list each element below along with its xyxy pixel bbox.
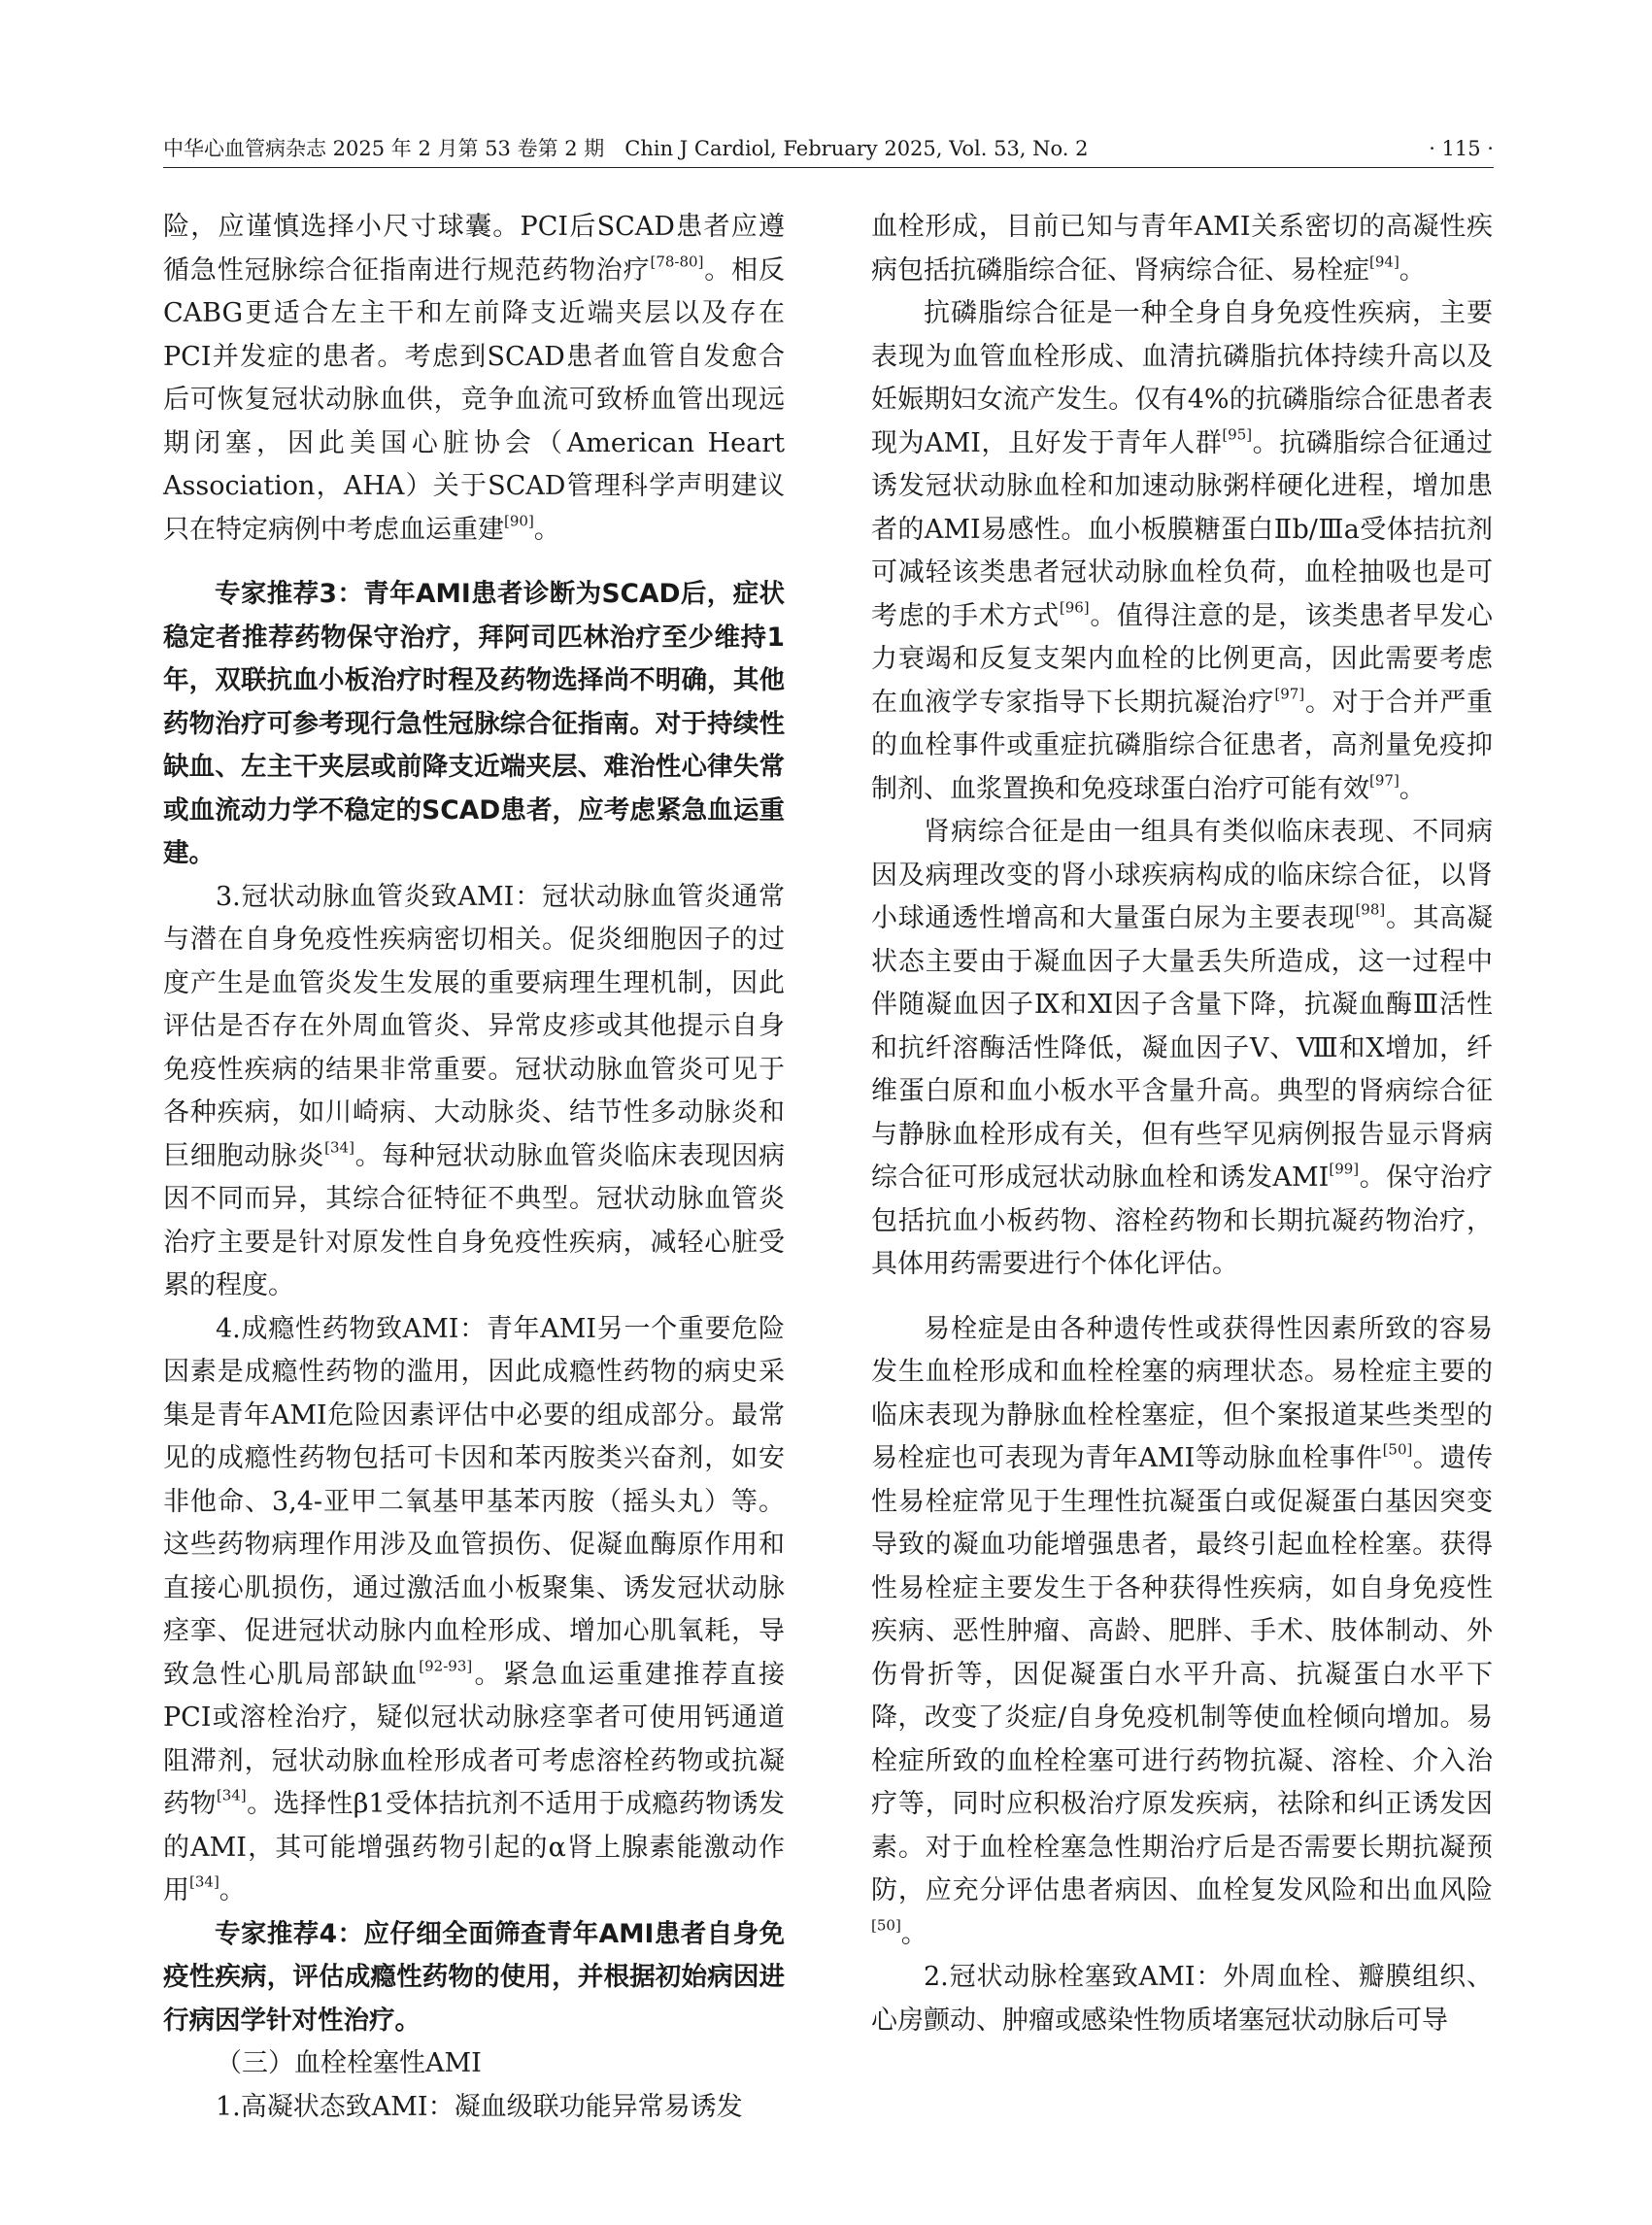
paragraph-text: 3.冠状动脉血管炎致AMI：冠状动脉血管炎通常与潜在自身免疫性疾病密切相关。促炎细胞因子的过度产生是血管炎发生发展的重要病理生理机制，因此评估是否存在外周血管炎、异常皮疹或其他提示自身免疫性疾病的结果非常重要。冠状动脉血管炎可见于各种疾病，如川崎病、大动脉炎、结节性多动脉炎和巨细胞动脉炎 <box>163 881 785 1171</box>
right-column <box>871 206 1493 2042</box>
paragraph-text: 。遗传性易栓症常见于生理性抗凝蛋白或促凝蛋白基因突变导致的凝血功能增强患者，最终引起血栓栓塞。获得性易栓症主要发生于各种获得性疾病，如自身免疫性疾病、恶性肿瘤、高龄、肥胖、手术、肢体制动、外伤骨折等，因促凝蛋白水平升高、抗凝蛋白水平下降，改变了炎症/自身免疫机制等使血栓倾向增加。易栓症所致的血栓栓塞可进行药物抗凝、溶栓、介入治疗等，同时应积极治疗原发疾病，祛除和纠正诱发因素。对于血栓栓塞急性期治疗后是否需要长期抗凝预防，应充分评估患者病因、血栓复发风险和出血风险 <box>871 1443 1494 1905</box>
paragraph-text: 。对于合并严重的血栓事件或重症抗磷脂综合征患者，高剂量免疫抑制剂、血浆置换和免疫球蛋白治疗可能有效 <box>871 687 1494 804</box>
citation: [34] <box>216 1786 247 1804</box>
citation: [50] <box>1382 1440 1413 1459</box>
citation: [97] <box>1274 684 1305 702</box>
section-heading-thromboembolic <box>163 2042 785 2086</box>
paragraph-text: 。紧急血运重建推荐直接PCI或溶栓治疗，疑似冠状动脉痉挛者可使用钙通道阻滞剂，冠状动脉血栓形成者可考虑溶栓药物或抗凝药物 <box>163 1659 786 1819</box>
paragraph-addictive-drugs <box>163 1308 785 1913</box>
paragraph-text: 易栓症是由各种遗传性或获得性因素所致的容易发生血栓形成和血栓栓塞的病理状态。易栓症主要的临床表现为静脉血栓栓塞症，但个案报道某些类型的易栓症也可表现为青年AMI等动脉血栓事件 <box>871 1313 1493 1473</box>
paragraph-text: 1.高凝状态致AMI：凝血级联功能异常易诱发 <box>216 2091 743 2122</box>
paragraph-coronary-vasculitis <box>163 876 785 1308</box>
paragraph-text: 专家推荐4：应仔细全面筛查青年AMI患者自身免疫性疾病，评估成瘾性药物的使用，并根据初始病因进行病因学针对性治疗。 <box>163 1918 785 2036</box>
paragraph-text: 抗磷脂综合征是一种全身自身免疫性疾病，主要表现为血管血栓形成、血清抗磷脂抗体持续升高以及妊娠期妇女流产发生。仅有4%的抗磷脂综合征患者表现为AMI，且好发于青年人群 <box>871 298 1493 458</box>
citation: [90] <box>504 511 534 529</box>
paragraph-text: 险，应谨慎选择小尺寸球囊。PCI后SCAD患者应遵循急性冠脉综合征指南进行规范药物治疗 <box>163 212 785 286</box>
paragraph-text: 。 <box>533 514 560 545</box>
paragraph-text: 肾病综合征是由一组具有类似临床表现、不同病因及病理改变的肾小球疾病构成的临床综合征，以肾小球通透性增高和大量蛋白尿为主要表现 <box>871 817 1493 933</box>
citation: [98] <box>1355 900 1386 919</box>
paragraph-hypercoagulable <box>163 2086 785 2130</box>
paragraph-text: 。 <box>900 1918 927 1949</box>
citation: [78-80] <box>650 252 704 270</box>
citation: [92-93] <box>419 1656 473 1674</box>
citation: [95] <box>1222 424 1253 443</box>
paragraph-text: 血栓形成，目前已知与青年AMI关系密切的高凝性疾病包括抗磷脂综合征、肾病综合征、易栓症 <box>871 212 1493 286</box>
paragraph-text: 。 <box>219 1875 246 1905</box>
paragraph-text: 。值得注意的是，该类患者早发心力衰竭和反复支架内血栓的比例更高，因此需要考虑在血液学专家指导下长期抗凝治疗 <box>871 600 1494 718</box>
citation: [34] <box>324 1137 354 1156</box>
citation: [96] <box>1059 597 1090 616</box>
paragraph-antiphospholipid <box>871 292 1493 811</box>
paragraph-text: 。选择性β1受体拮抗剂不适用于成瘾药物诱发的AMI，其可能增强药物引起的α肾上腺素能激动作用 <box>163 1789 785 1905</box>
citation: [99] <box>1329 1160 1360 1178</box>
left-column <box>163 206 785 2129</box>
citation: [50] <box>871 1915 901 1934</box>
paragraph-text: 。抗磷脂综合征通过诱发冠状动脉血栓和加速动脉粥样硬化进程，增加患者的AMI易感性。血小板膜糖蛋白Ⅱb/Ⅲa受体拮抗剂可减轻该类患者冠状动脉血栓负荷，血栓抽吸也是可考虑的手术方式 <box>871 427 1494 631</box>
citation: [97] <box>1369 770 1399 789</box>
page-number: · 115 · <box>1429 137 1494 160</box>
paragraph-text: 。相反CABG更适合左主干和左前降支近端夹层以及存在PCI并发症的患者。考虑到SCAD患者血管自发愈合后可恢复冠状动脉血供，竞争血流可致桥血管出现远期闭塞，因此美国心脏协会（American Heart Association，AHA）关于SCAD管理科学声明建议只在特定病例中考虑血运重建 <box>163 254 785 545</box>
citation: [34] <box>189 1872 219 1891</box>
paragraph-text: 。其高凝状态主要由于凝血因子大量丢失所造成，这一过程中伴随凝血因子Ⅸ和Ⅺ因子含量下降，抗凝血酶Ⅲ活性和抗纤溶酶活性降低，凝血因子Ⅴ、Ⅷ和Ⅹ增加，纤维蛋白原和血小板水平含量升高。典型的肾病综合征与静脉血栓形成有关，但有些罕见病例报告显示肾病综合征可形成冠状动脉血栓和诱发AMI <box>871 903 1494 1193</box>
paragraph-text: （三）血栓栓塞性AMI <box>216 2048 482 2078</box>
paragraph-coronary-embolism <box>871 1956 1493 2042</box>
expert-recommendation-4 <box>163 1913 785 2043</box>
paragraph-text: 专家推荐3：青年AMI患者诊断为SCAD后，症状稳定者推荐药物保守治疗，拜阿司匹林治疗至少维持1年，双联抗血小板治疗时程及药物选择尚不明确，其他药物治疗可参考现行急性冠脉综合征指南。对于持续性缺血、左主干夹层或前降支近端夹层、难治性心律失常或血流动力学不稳定的SCAD患者，应考虑紧急血运重建。 <box>163 579 785 868</box>
citation: [94] <box>1369 252 1399 270</box>
journal-citation: 中华心血管病杂志 2025 年 2 月第 53 卷第 2 期 Chin J Cardiol, February 2025, Vol. 53, No. 2 <box>163 137 1089 160</box>
running-header <box>163 134 1494 168</box>
paragraph-thrombosis-diseases <box>871 206 1493 292</box>
paragraph-text: 。每种冠状动脉血管炎临床表现因病因不同而异，其综合征特征不典型。冠状动脉血管炎治疗主要是针对原发性自身免疫性疾病，减轻心脏受累的程度。 <box>163 1140 786 1300</box>
paragraph-thrombophilia <box>871 1308 1493 1957</box>
expert-recommendation-3 <box>163 573 785 876</box>
paragraph-text: 2.冠状动脉栓塞致AMI：外周血栓、瓣膜组织、心房颤动、肿瘤或感染性物质堵塞冠状动脉后可导 <box>871 1962 1493 2036</box>
paragraph-nephrotic-syndrome <box>871 811 1493 1287</box>
paragraph-text: 。保守治疗包括抗血小板药物、溶栓药物和长期抗凝药物治疗，具体用药需要进行个体化评估。 <box>871 1163 1494 1279</box>
paragraph-scad-treatment <box>163 206 785 552</box>
paragraph-text: 。 <box>1399 773 1426 804</box>
paragraph-text: 4.成瘾性药物致AMI：青年AMI另一个重要危险因素是成瘾性药物的滥用，因此成瘾性药物的病史采集是青年AMI危险因素评估中必要的组成部分。最常见的成瘾性药物包括可卡因和苯丙胺类兴奋剂，如安非他命、3,4-亚甲二氧基甲基苯丙胺（摇头丸）等。这些药物病理作用涉及血管损伤、促凝血酶原作用和直接心肌损伤，通过激活血小板聚集、诱发冠状动脉痉挛、促进冠状动脉内血栓形成、增加心肌氧耗，导致急性心肌局部缺血 <box>163 1313 785 1690</box>
paragraph-text: 。 <box>1399 254 1426 286</box>
